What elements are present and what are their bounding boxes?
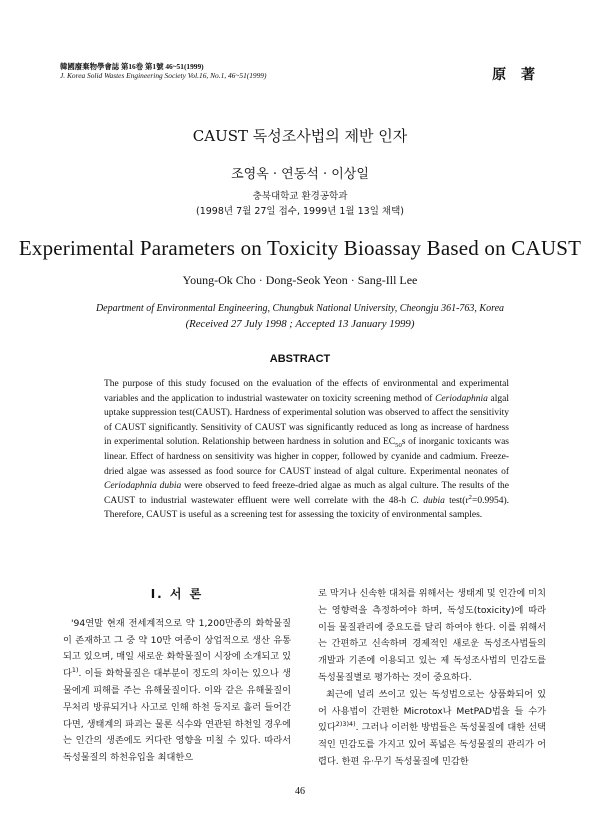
affiliation-korean: 충북대학교 환경공학과	[252, 191, 348, 202]
abstract-species: C. dubia	[410, 495, 445, 506]
abstract-text: The purpose of this study focused on the evaluation of the effects of environmental and experimental variables and the application to industrial wastewater on toxicity screening method of	[104, 379, 509, 404]
abstract-text: =0.9954). Therefore, CAUST is useful as a screening test for assessing the toxicity of environmental samples.	[104, 495, 509, 521]
abstract-species: Ceriodaphnia	[435, 393, 488, 404]
dates-korean: (1998년 7월 27일 접수, 1999년 1월 13일 채택)	[196, 206, 404, 217]
paragraph-text: . 그러나 이러한 방법들은 독성물질에 대한 선택적인 민감도를 가지고 있어 폭넓은 독성물질의 관리가 어렵다. 한편 유·무기 독성물질에 민감한	[318, 722, 546, 767]
title-korean: CAUST 독성조사법의 제반 인자	[192, 127, 408, 145]
abstract-heading: ABSTRACT	[269, 353, 331, 365]
intro-paragraph-2	[318, 687, 546, 771]
abstract-species: Ceriodaphnia dubia	[104, 481, 182, 492]
abstract-text: test(r	[444, 495, 469, 506]
authors-korean: 조영옥 · 연동석 · 이상일	[231, 167, 369, 182]
abstract-subscript: 50	[395, 442, 402, 450]
title-english: Experimental Parameters on Toxicity Bioassay Based on CAUST	[18, 236, 582, 260]
abstract-text: s of inorganic toxicants was linear. Effect of hardness on sensitivity was higher in copper, followed by cyanide and cadmium. Freeze-dried algae was assessed as food source for CAUST instead of algal culture. Experimental neonates of	[104, 437, 509, 477]
abstract-text: algal uptake suppression test(CAUST). Hardness of experimental solution was observed to affect the sensitivity of CAUST significantly. Sensitivity of CAUST was significantly reduced as long as increase of hardness in experimental solution. Relationship between hardness in solution and EC	[104, 393, 509, 448]
paragraph-text: . 이들 화학물질은 대부분이 정도의 차이는 있으나 생물에게 피해를 주는 유해물질이다. 이와 같은 유해물질이 무처리 방류되거나 사고로 인해 하천 등지로 흘러 들어간다면, 생태계의 파괴는 물론 식수와 연관된 하천일 경우에는 인간의 생존에도 커다란 영향을 미칠 수 있다. 따라서 독성물질의 하천유입을 최대한으	[63, 668, 291, 764]
affiliation-english: Department of Environmental Engineering, Chungbuk National University, Cheongju 361-763, Korea	[95, 303, 505, 314]
citation: 2)3)4)	[335, 720, 356, 729]
page-number: 46	[295, 786, 305, 797]
dates-english: (Received 27 July 1998 ; Accepted 13 January 1999)	[185, 318, 415, 330]
intro-paragraph-1	[63, 616, 291, 767]
paragraph-text: '94연말 현재 전세계적으로 약 1,200만종의 화학물질이 존재하고 그 중 약 10만 여종이 상업적으로 생산 유통되고 있으며, 매일 새로운 화학물질이 시장에 소개되고 있다	[63, 617, 291, 680]
authors-english: Young-Ok Cho · Dong-Seok Yeon · Sang-Ill Lee	[182, 273, 418, 287]
article-type-badge: 原 著	[492, 67, 540, 83]
journal-header	[60, 62, 266, 80]
section-heading-introduction: I. 서 론	[150, 587, 204, 601]
journal-name-english: J. Korea Solid Wastes Engineering Society Vol.16, No.1, 46~51(1999)	[60, 71, 267, 80]
citation: 1)	[71, 666, 79, 675]
abstract-superscript: 2	[468, 493, 472, 501]
paragraph-text: 최근에 널리 쓰이고 있는 독성법으로는 상품화되어 있어 사용법이 간편한 Microtox나 MetPAD법을 들 수가 있다	[318, 688, 546, 734]
abstract-text: were observed to feed freeze-dried algae as much as algal culture. The results of the CAUST to industrial wastewater effluent were well correlate with the 48-h	[104, 481, 510, 506]
right-column	[318, 586, 546, 771]
intro-paragraph-1-continued: 로 막거나 신속한 대처를 위해서는 생태계 및 인간에 미치는 영향력을 측정하여야 하며, 독성도(toxicity)에 따라 이들 물질관리에 중요도를 달리 하여야 한다. 이를 위해서는 간편하고 신속하며 경제적인 새로운 독성조사법들의 개발과 기존에 이용되고 있는 제 독성조사법의 민감도를 독성물질별로 평가하는 것이 중요하다.	[318, 588, 546, 683]
abstract-body	[104, 377, 509, 523]
journal-name-korean: 韓國廢棄物學會誌 第16卷 第1號 46~51(1999)	[60, 62, 204, 71]
left-column	[63, 586, 291, 767]
